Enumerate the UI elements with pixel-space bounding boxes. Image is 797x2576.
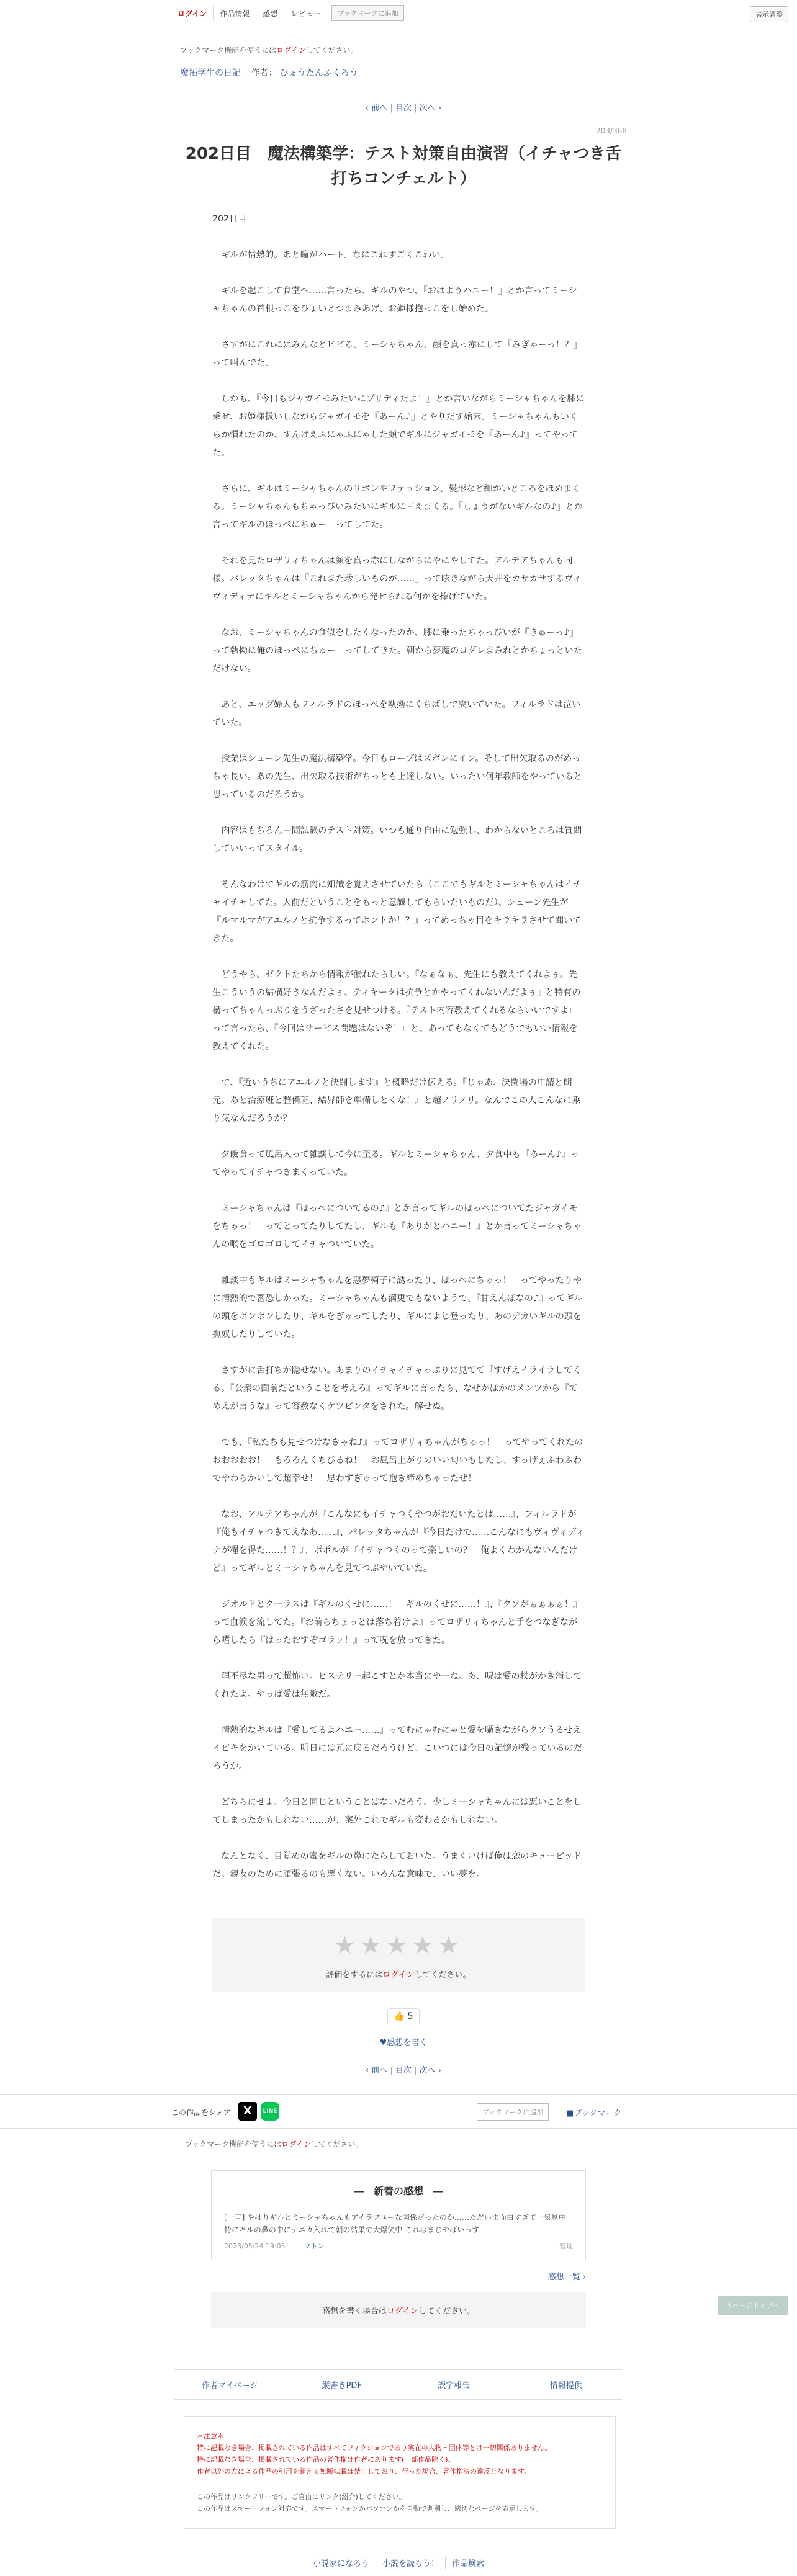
- author-link[interactable]: ひょうたんふくろう: [279, 68, 358, 78]
- like-button[interactable]: [387, 2008, 420, 2024]
- paragraph: なお、アルテアちゃんが『こんなにもイチャつくやつがおだいたとは……』、フィルラドが『俺もイチャつきてえなあ……』、パレッタちゃんが『今日だけで……こんなにもヴィヴィディナが糧を得た……！？』、ポポルが『イチャつくのって楽しいの？ 俺よくわかんないんだけど』ってギルとミーシャちゃんを見てつぶやいていた。: [212, 1509, 585, 1573]
- paragraph: 情熱的なギルは『愛してるよハニー……』ってむにゃむにゃと愛を囁きながらクソうるせえイビキをかいている。明日には元に戻るだろうけど、こいつには今日の記憶が残っているのだろうか。: [212, 1725, 582, 1771]
- paragraph: さすがにこれにはみんなどビビる。ミーシャちゃん、顔を真っ赤にして『みぎゃーっ！？』って叫んでた。: [212, 339, 582, 368]
- bookmark-login-link[interactable]: ログイン: [276, 46, 306, 55]
- bottom-bar: [0, 2549, 797, 2576]
- prev-link-bottom[interactable]: ‹ 前へ: [365, 2065, 388, 2075]
- paragraph-gap: [212, 678, 585, 696]
- notice-line: 特に記載なき場合、掲載されている作品の著作権は作者にあります(一部作品除く)。: [197, 2455, 455, 2464]
- toc-link[interactable]: 目次: [395, 104, 412, 113]
- next-link-bottom[interactable]: 次へ ›: [419, 2065, 442, 2075]
- page-top-button[interactable]: ↑ページトップへ: [718, 2296, 788, 2315]
- paragraph: ギルが情熱的。あと瞳がハート。なにこれすごくこわい。: [212, 249, 449, 260]
- paragraph: 理不尽な男って超怖い。ヒステリー起こすとか本当にやーね。あ、呪は愛の杖がかき消してくれたよ。やっぱ愛は無敵だ。: [212, 1671, 582, 1699]
- chapter-body: [212, 210, 585, 1884]
- paragraph: そんなわけでギルの筋肉に知識を覚えさせていたら（ここでもギルとミーシャちゃんはイチャイチャしてた。人前だということをもっと意識してもらいたいものだ）、シューン先生が『ルマルマがアエルノと抗争するってホントか！？』ってめっちゃ目をキラキラさせて聞いてきた。: [212, 879, 582, 944]
- paragraph: それを見たロザリィちゃんは顔を真っ赤にしながらにやにやしてた。アルテアちゃんも同様。パレッタちゃんは『これまた珍しいものが……』って呟きながら天井をカサカサするヴィヴィディナにギルとミーシャちゃんから発せられる何かを捧げていた。: [212, 555, 582, 602]
- review-text: [一言] やはりギルとミーシャちゃんもアイラブユーな関係だったのか……ただいま面白すぎて一気見中 特にギルの鼻の中にナニカ入れて朝の結果で大爆笑中 これはまじやばいっす: [224, 2212, 566, 2234]
- login-review-box: 感想を書く場合はログインしてください。: [211, 2292, 586, 2328]
- x-share-icon[interactable]: X: [238, 2102, 257, 2121]
- like-row: [180, 2008, 627, 2024]
- review-report-link[interactable]: 管理: [554, 2241, 573, 2251]
- paragraph: 雑談中もギルはミーシャちゃんを悪夢椅子に誘ったり、ほっぺにちゅっ！ ってやったりやに情熱的で蕃恐しかった。ミーシャちゃんも満更でもないようで、『甘えんぼなの♪』ってギルの頭をポンポンしたり、ギルをぎゅってしたり、ギルによじ登ったり、あのデカいギルの頭を撫奴したりしていた。: [212, 1275, 583, 1339]
- paragraph: さすがに舌打ちが隠せない。あまりのイチャイチャっぷりに見てて『すげえイライラしてくる。『公衆の面前だということを考えろ』ってギルに言ったら、なぜかほかのメンツから『てめえが言うな』って容赦なくケツピンタをされた。解せぬ。: [212, 1365, 582, 1411]
- paragraph-gap: [212, 1254, 585, 1272]
- bottom-bar-link[interactable]: 作品検索: [445, 2557, 490, 2569]
- series-info: [180, 66, 627, 79]
- paragraph: ギルを起こして食堂へ……言ったら、ギルのやつ、『おはようハニー！』とか言ってミーシャちゃんの首根っこをひょいとつまみあげ、お姫様抱っこをし始めた。: [212, 285, 577, 314]
- paragraph-gap: [212, 732, 585, 750]
- rating-stars[interactable]: ★★★★★: [333, 1931, 464, 1960]
- series-title-link[interactable]: 魔拓学生の日記: [180, 68, 241, 78]
- notice-box: [184, 2416, 616, 2529]
- login-link[interactable]: ログイン: [178, 9, 207, 18]
- paragraph: 授業はシューン先生の魔法構築学。今日もローブはズボンにイン。そして出欠取るのがめっちゃ長い。あの先生、出欠取る技術がちっとも上達しない。いったい何年教師をやっていると思っているのだろうか。: [212, 753, 582, 800]
- review-meta: [224, 2241, 573, 2251]
- paragraph: 夕飯食って風呂入って雑談して今に至る。ギルとミーシャちゃん、夕食中も『あーん♪』ってやってイチャつきまくっていた。: [212, 1149, 579, 1178]
- paragraph: でも、『私たちも見せつけなきゃね♪』ってロザリィちゃんがちゅっ！ ってやってくれたのおおおおお！ もろろんくちびるね！ お風呂上がりのいい匂いもしたし、すっげぇふわふわでやわらかいして超幸せ！ 思わずぎゅって抱き締めちゃったぜ！: [212, 1437, 583, 1483]
- paragraph-gap: [212, 858, 585, 876]
- footer-link[interactable]: 縦書きPDF: [322, 2381, 362, 2390]
- paragraph-gap: [212, 1830, 585, 1848]
- paragraph-gap: [212, 1488, 585, 1506]
- notice-plain-line: この作品はリンクフリーです。ご自由にリンク(紹介)してください。: [197, 2492, 406, 2501]
- paragraph-gap: [212, 1344, 585, 1362]
- bottom-bar-link[interactable]: 小説家になろう: [312, 2559, 369, 2569]
- line-share-icon[interactable]: LINE: [261, 2102, 279, 2121]
- paragraph-gap: [212, 804, 585, 822]
- paragraph-gap: [212, 228, 585, 246]
- notice-red-lines: [197, 2442, 603, 2477]
- notice-plain-lines: [197, 2491, 603, 2515]
- paragraph-gap: [212, 264, 585, 282]
- paragraph: で、『近いうちにアエルノと決闘します』と概略だけ伝える。『じゃあ、決闘場の申請と朗元。あと治療班と整備班、結界師を準備しとくな！』と超ノリノリ。なんでこの人こんなに乗り気なんだろうか？: [212, 1077, 581, 1124]
- bookmark-note: ブックマーク機能を使うにはログインしてください。: [180, 46, 358, 55]
- bookmark-add-button-bottom[interactable]: ブックマークに追加: [477, 2103, 549, 2121]
- toc-link-bottom[interactable]: 目次: [395, 2065, 412, 2075]
- new-reviews-title: ― 新着の感想 ―: [353, 2185, 443, 2197]
- prev-link[interactable]: ‹ 前へ: [365, 104, 388, 113]
- rating-link[interactable]: レビュー: [284, 6, 326, 21]
- top-bar: [0, 0, 797, 27]
- display-settings-button[interactable]: 表示調整: [750, 6, 788, 22]
- paragraph-gap: [212, 1650, 585, 1668]
- paragraph: どうやら、ゼクトたちから情報が漏れたらしい。『なぁなぁ、先生にも教えてくれよぅ。先生こういうの結構好きなんだよぅ、ティキータは抗争とかやってくれないんだよぅ』と特有の構ってちゃんっぷりをうざったさを見せつける。『テスト内容教えてくれるならいいですよ』って言ったら、『今回はサービス問題はないぞ！』と、あってもなくてもどうでもいい情報を教えてくれた。: [212, 969, 581, 1052]
- page-count: 203/368: [596, 127, 627, 135]
- like-count: 5: [407, 2011, 413, 2021]
- reviewer-link[interactable]: マトン: [304, 2242, 325, 2250]
- footer-link[interactable]: 誤字報告: [438, 2381, 471, 2390]
- paragraph-gap: [212, 534, 585, 552]
- notice-plain-line: この作品はスマートフォン対応です。スマートフォンかパソコンかを自動で判別し、適切なページを表示します。: [197, 2504, 543, 2513]
- paragraph: 202日目: [212, 213, 247, 224]
- bookmark-link[interactable]: ■ブックマーク: [566, 2108, 622, 2118]
- paragraph-gap: [212, 372, 585, 390]
- review-list-link[interactable]: 感想一覧 ›: [547, 2272, 586, 2282]
- paragraph-gap: [212, 1128, 585, 1146]
- paragraph: しかも、『今日もジャガイモみたいにプリティだよ！』とか言いながらミーシャちゃんを膝に乗せ、お姫様扱いしながらジャガイモを『あーん♪』とやりだす始末。ミーシャちゃんもいくらか慣れたのか、すんげえふにゃふにゃした顔でギルにジャガイモを『あーん♪』ってやってた。: [212, 393, 585, 458]
- chapter-title: 202日目 魔法構築学：テスト対策自由演習（イチャつき舌打ちコンチェルト）: [185, 145, 622, 189]
- thumbs-up-icon: 👍: [394, 2011, 405, 2021]
- paragraph: さらに、ギルはミーシャちゃんのリボンやファッション、髪形など細かいところをほめまくる。ミーシャちゃんもちゃっぴいみたいにギルに甘えまくる。『しょうがないギルなの♪』とか言ってギルのほっぺにちゅー ってしてた。: [212, 483, 583, 530]
- paragraph-gap: [212, 1578, 585, 1596]
- paragraph-gap: [212, 1056, 585, 1074]
- paragraph: 内容はもちろん中間試験のテスト対策。いつも通り自由に勉強し、わからないところは質問していいってスタイル。: [212, 825, 582, 854]
- works-info-link[interactable]: 作品情報: [213, 6, 256, 21]
- paragraph-gap: [212, 606, 585, 624]
- pager-top: ‹ 前へ | 目次 | 次へ ›: [365, 104, 442, 113]
- next-link[interactable]: 次へ ›: [419, 104, 442, 113]
- share-bar: [0, 2094, 797, 2129]
- notice-line: 特に記載なき場合、掲載されている作品はすべてフィクションであり実在の人物・団体等とは一切関係ありません。: [197, 2443, 552, 2452]
- bookmark-note-bottom: ブックマーク機能を使うにはログインしてください。: [185, 2139, 363, 2149]
- paragraph-gap: [212, 1182, 585, 1200]
- write-review-link[interactable]: ♥感想を書く: [379, 2037, 428, 2047]
- paragraph: どちらにせよ、今日と同じということはないだろう。少しミーシャちゃんには悪いことをしてしまったかもしれない……が、案外これでギルも変わるかもしれない。: [212, 1797, 582, 1825]
- pager-bottom: ‹ 前へ | 目次 | 次へ ›: [365, 2065, 442, 2075]
- login-review-link[interactable]: ログイン: [386, 2306, 419, 2316]
- share-label: この作品をシェア: [171, 2108, 231, 2117]
- notice-line: 作者以外の方による作品の引用を超える無断転載は禁止しており、行った場合、著作権法の違反となります。: [197, 2467, 531, 2475]
- paragraph-gap: [212, 462, 585, 480]
- paragraph: なお、ミーシャちゃんの食似をしたくなったのか、膝に乗ったちゃっぴいが『きゅーっ♪』って執拗に俺のほっぺにちゅー ってしてきた。朝から夢魔のヨダレまみれとかちょっといただけない。: [212, 627, 582, 674]
- paragraph: なんとなく、目覚めの蜜をギルの鼻にたらしておいた。うまくいけば俺は恋のキューピッドだ。親友のために頑張るのも悪くない。いろんな意味で、いい夢を。: [212, 1851, 582, 1879]
- paragraph: ジオルドとクーラスは『ギルのくせに……！ ギルのくせに……！』、『クソがぁぁぁぁ！』って血涙を流してた。『お前らちょっとは落ち着けよ』ってロザリィちゃんと手をつなぎながら嗜したら『はったおすぞゴラァ！』って呪を放ってきた。: [212, 1599, 582, 1645]
- review-date: 2023/05/24 19:05: [224, 2242, 286, 2250]
- paragraph-gap: [212, 1704, 585, 1722]
- rating-box: [212, 1918, 585, 1992]
- footer-link[interactable]: 情報提供: [549, 2381, 582, 2390]
- review-link[interactable]: 感想: [256, 6, 284, 21]
- rating-note: 評価をするにはログインしてください。: [326, 1970, 471, 1980]
- bottom-bar-link[interactable]: 小説を読もう！: [376, 2557, 445, 2569]
- bookmark-add-button[interactable]: ブックマークに追加: [331, 5, 403, 21]
- paragraph-gap: [212, 948, 585, 966]
- bookmark-login-link-bottom[interactable]: ログイン: [281, 2139, 311, 2149]
- paragraph-gap: [212, 318, 585, 336]
- notice-head: ＊注意＊: [197, 2431, 224, 2440]
- footer-links: [174, 2369, 622, 2400]
- paragraph: ミーシャちゃんは『ほっぺについてるの♪』とか言ってギルのほっぺについてたジャガイモをちゅっ！ ってとってたりしてたし、ギルも『ありがとハニー！』とか言ってミーシャちゃんの喉をゴロゴロしてイチャついていた。: [212, 1203, 582, 1250]
- rating-login-link[interactable]: ログイン: [382, 1970, 415, 1980]
- author-label: 作者：: [251, 68, 277, 78]
- paragraph-gap: [212, 1776, 585, 1794]
- paragraph: あと、エッグ婦人もフィルラドのほっぺを執拗にくちばしで突いていた。フィルラドは泣いていた。: [212, 699, 581, 728]
- new-reviews-box: [211, 2170, 586, 2260]
- paragraph-gap: [212, 1416, 585, 1434]
- footer-link[interactable]: 作者マイページ: [202, 2381, 258, 2390]
